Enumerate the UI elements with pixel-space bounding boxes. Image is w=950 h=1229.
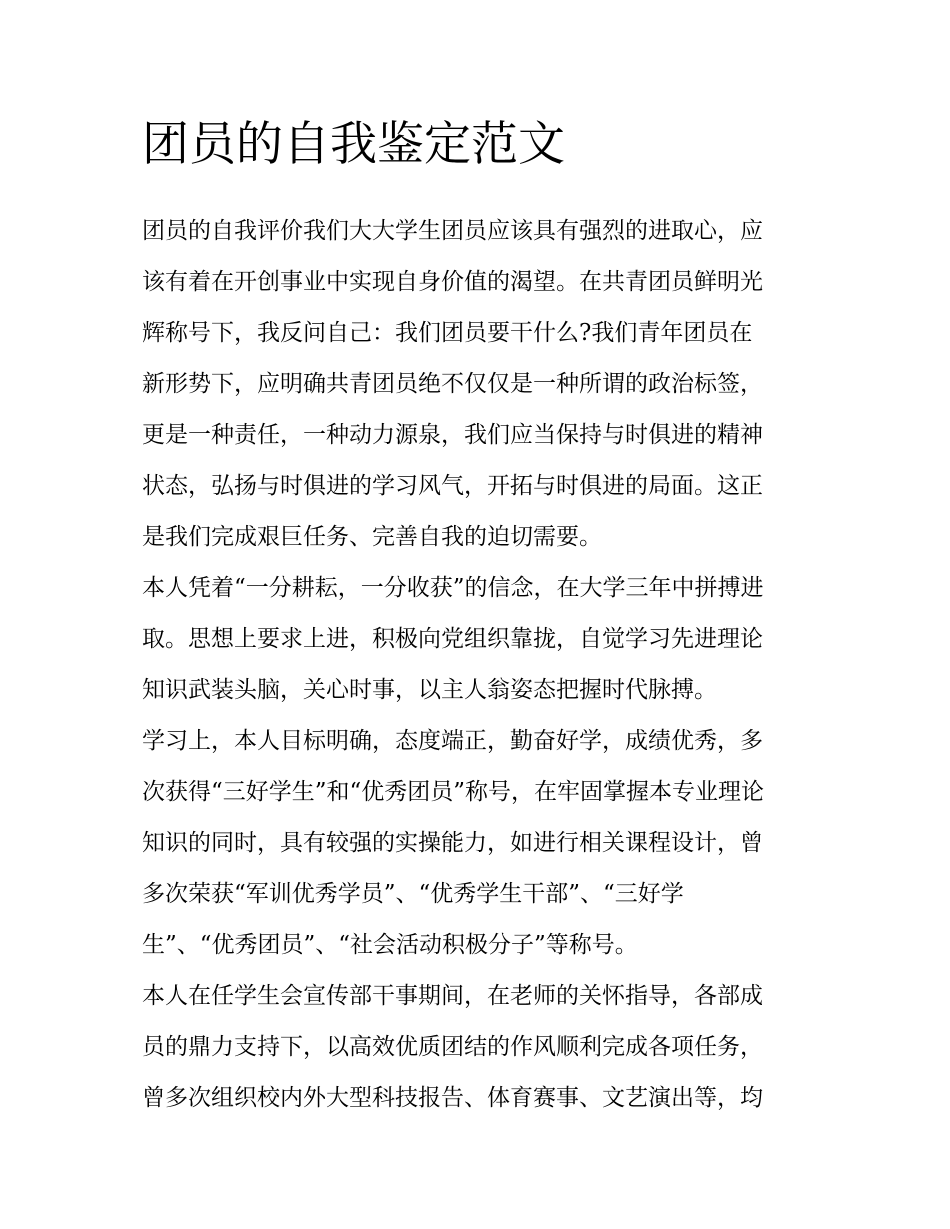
text-line: 新形势下，应明确共青团员绝不仅仅是一种所谓的政治标签， xyxy=(142,371,763,397)
paragraph-2 xyxy=(142,563,822,716)
text-line: 状态，弘扬与时俱进的学习风气，开拓与时俱进的局面。这正 xyxy=(142,473,763,499)
text-line: 次获得“三好学生”和“优秀团员”称号，在牢固掌握本专业理论 xyxy=(142,779,765,805)
text-line: 是我们完成艰巨任务、完善自我的迫切需要。 xyxy=(142,524,602,550)
document-title: 团员的自我鉴定范文 xyxy=(142,117,565,172)
text-line: 多次荣获“军训优秀学员”、“优秀学生干部”、“三好学 xyxy=(142,881,684,907)
text-line: 本人凭着“一分耕耘，一分收获”的信念，在大学三年中拼搏进 xyxy=(142,575,764,601)
text-line: 辉称号下，我反问自己：我们团员要干什么?我们青年团员在 xyxy=(142,320,753,346)
paragraph-4 xyxy=(142,971,822,1124)
text-line: 团员的自我评价我们大大学生团员应该具有强烈的进取心，应 xyxy=(142,218,763,244)
text-line: 知识的同时，具有较强的实操能力，如进行相关课程设计，曾 xyxy=(142,830,763,856)
text-line: 生”、“优秀团员”、“社会活动积极分子”等称号。 xyxy=(142,932,638,958)
text-line: 本人在任学生会宣传部干事期间，在老师的关怀指导，各部成 xyxy=(142,983,763,1009)
text-line: 取。思想上要求上进，积极向党组织靠拢，自觉学习先进理论 xyxy=(142,626,763,652)
paragraph-1 xyxy=(142,206,822,563)
text-line: 员的鼎力支持下，以高效优质团结的作风顺利完成各项任务， xyxy=(142,1034,763,1060)
paragraph-3 xyxy=(142,716,822,971)
document-page xyxy=(142,112,822,1124)
text-line: 知识武装头脑，关心时事，以主人翁姿态把握时代脉搏。 xyxy=(142,677,717,703)
text-line: 该有着在开创事业中实现自身价值的渴望。在共青团员鲜明光 xyxy=(142,269,763,295)
text-line: 学习上，本人目标明确，态度端正，勤奋好学，成绩优秀，多 xyxy=(142,728,763,754)
text-line: 更是一种责任，一种动力源泉，我们应当保持与时俱进的精神 xyxy=(142,422,763,448)
text-line: 曾多次组织校内外大型科技报告、体育赛事、文艺演出等，均 xyxy=(142,1085,763,1111)
